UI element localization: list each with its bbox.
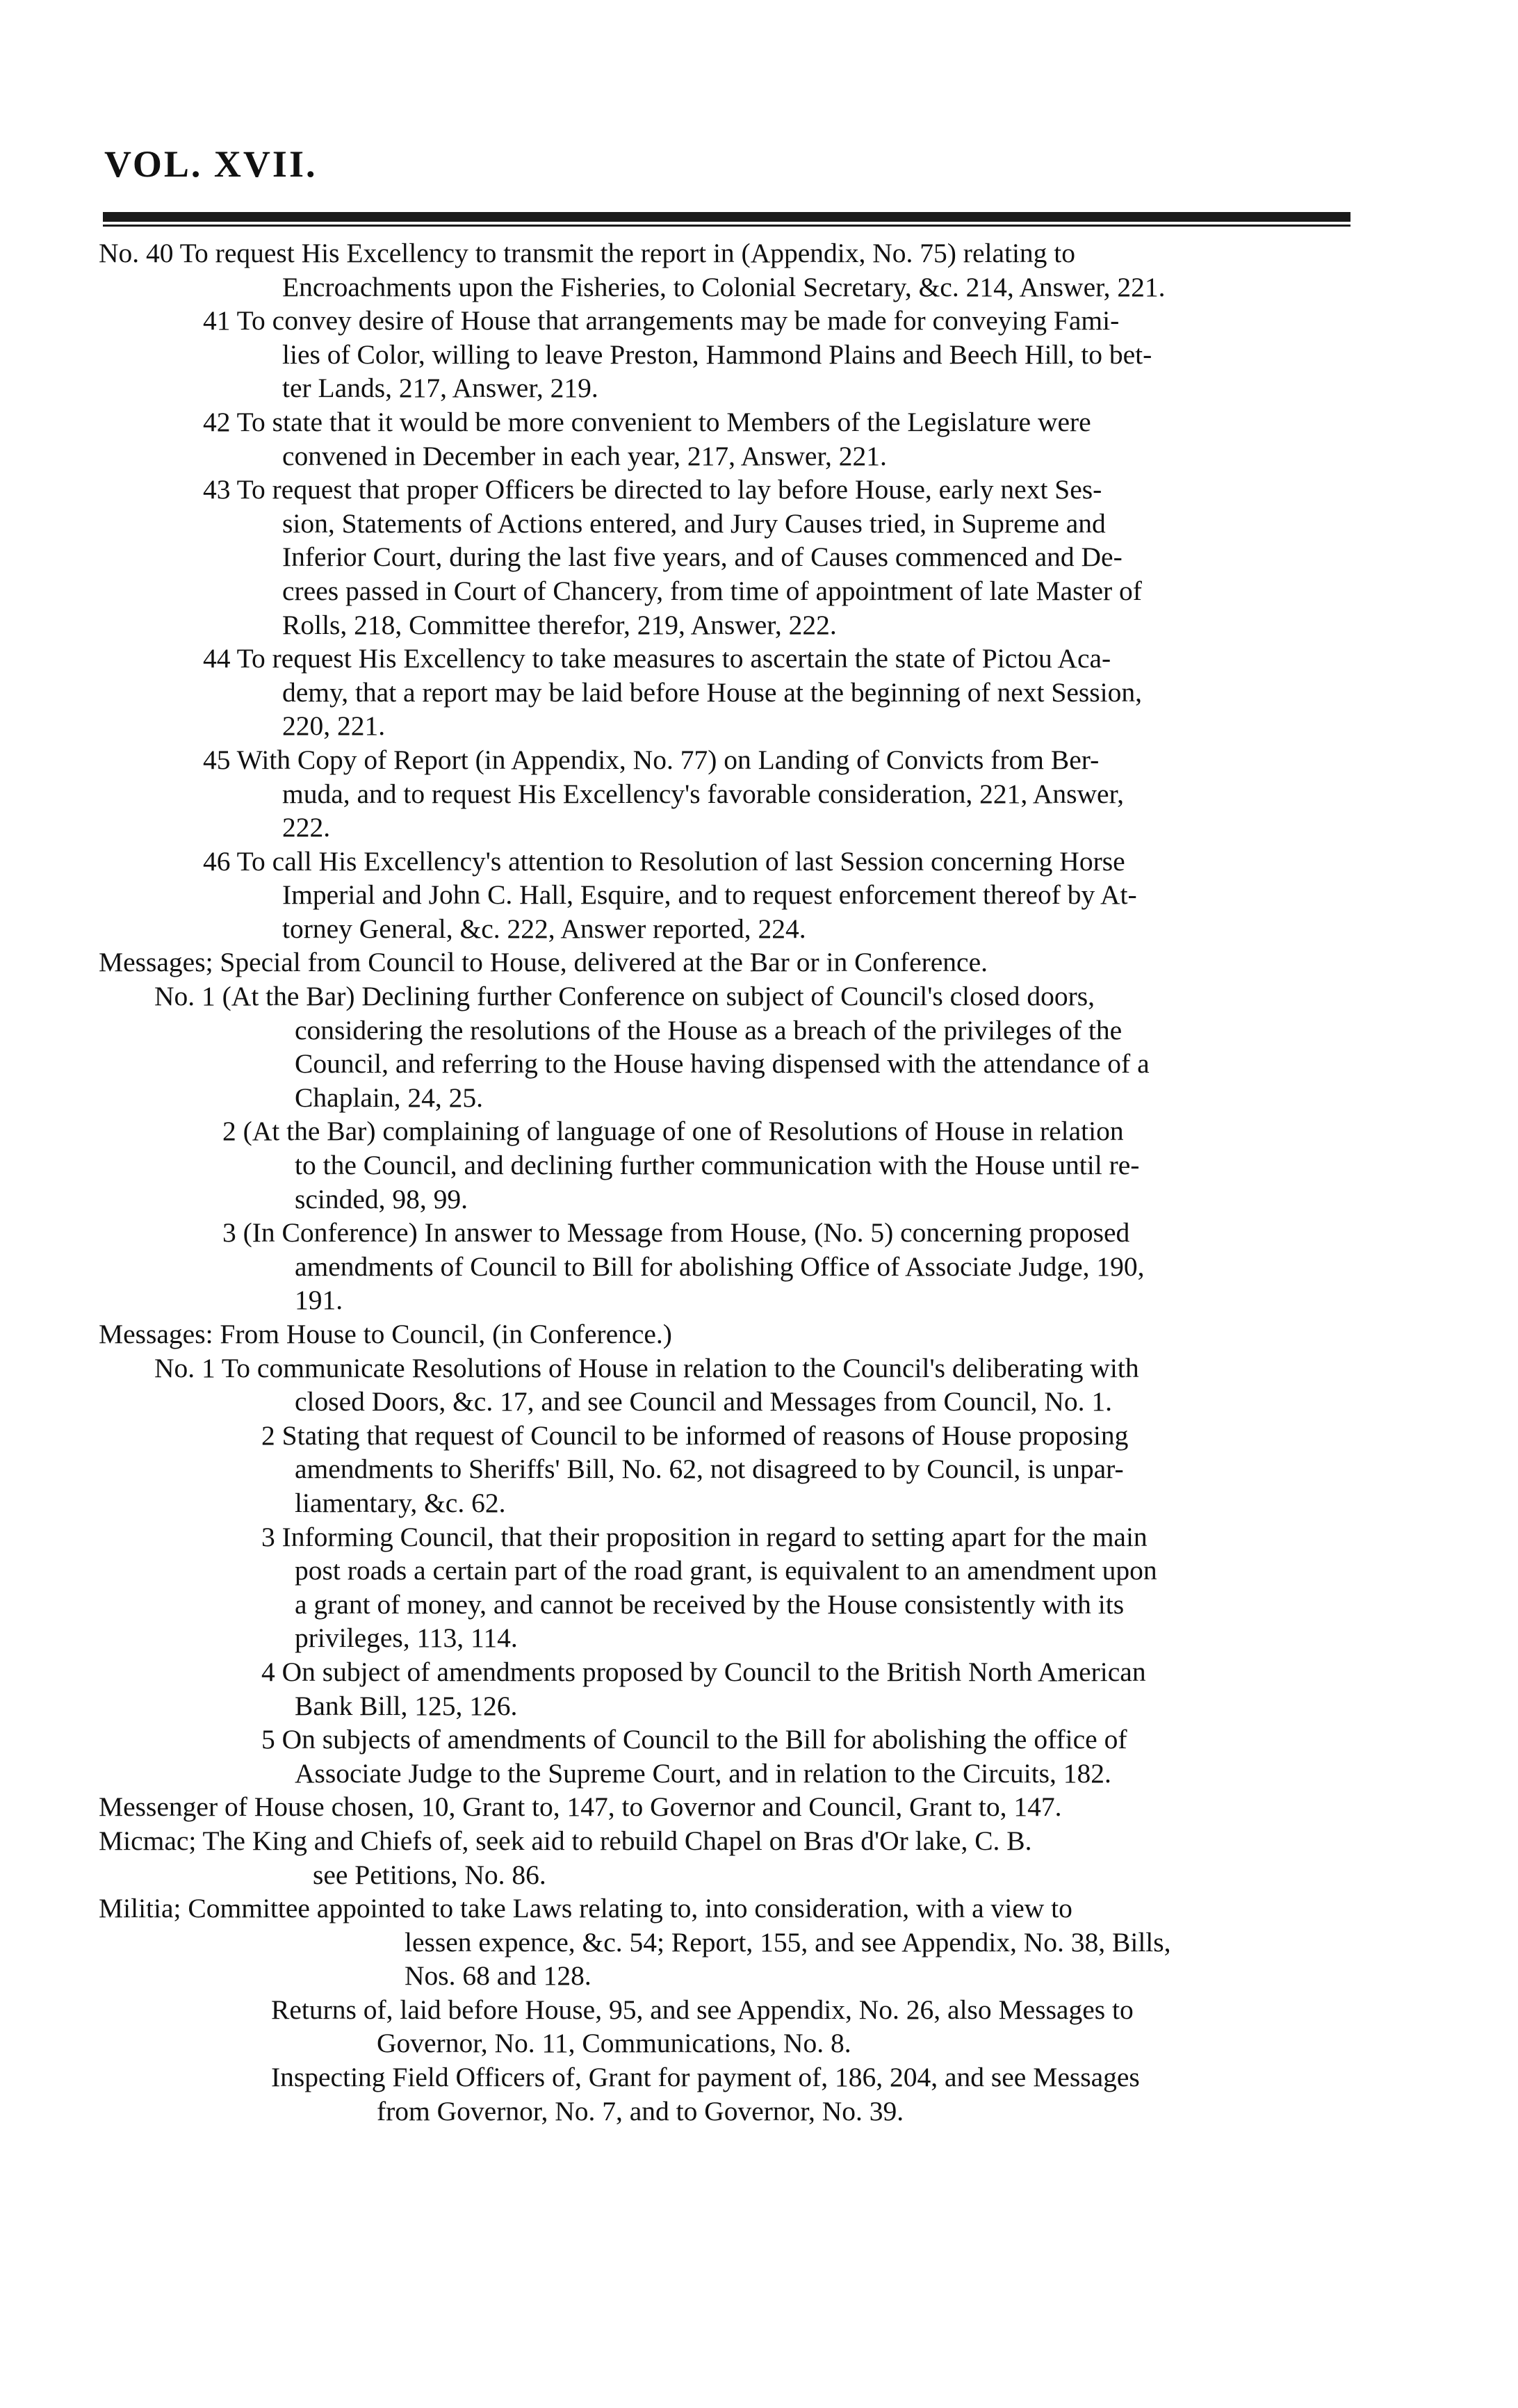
index-line: Rolls, 218, Committee therefor, 219, Answer, 222.: [282, 609, 837, 640]
index-line: Associate Judge to the Supreme Court, and in relation to the Circuits, 182.: [295, 1757, 1111, 1789]
index-line: crees passed in Court of Chancery, from time of appointment of late Master of: [282, 575, 1142, 606]
index-line: 46 To call His Excellency's attention to Resolution of last Session concerning Horse: [203, 845, 1125, 877]
index-line: liamentary, &c. 62.: [295, 1487, 506, 1518]
index-line: 222.: [282, 812, 331, 843]
index-line: scinded, 98, 99.: [295, 1183, 468, 1214]
index-line: amendments to Sheriffs' Bill, No. 62, not disagreed to by Council, is unpar-: [295, 1454, 1124, 1485]
header-rule-thick: [103, 212, 1350, 222]
index-line: demy, that a report may be laid before House at the beginning of next Session,: [282, 676, 1142, 708]
header-rule-thin: [103, 225, 1350, 227]
index-line: closed Doors, &c. 17, and see Council and Messages from Council, No. 1.: [295, 1386, 1113, 1417]
index-line: lessen expence, &c. 54; Report, 155, and see Appendix, No. 38, Bills,: [405, 1926, 1171, 1958]
index-line: 2 (At the Bar) complaining of language of one of Resolutions of House in relation: [222, 1116, 1124, 1147]
index-line: Chaplain, 24, 25.: [295, 1082, 483, 1113]
index-line: Inspecting Field Officers of, Grant for payment of, 186, 204, and see Messages: [271, 2062, 1140, 2093]
index-line: Inferior Court, during the last five years, and of Causes commenced and De-: [282, 542, 1123, 573]
index-line: from Governor, No. 7, and to Governor, No. 39.: [377, 2095, 904, 2126]
index-line: Messages; Special from Council to House, delivered at the Bar or in Conference.: [99, 947, 988, 978]
index-line: ter Lands, 217, Answer, 219.: [282, 373, 598, 404]
index-line: 41 To convey desire of House that arrangements may be made for conveying Fami-: [203, 305, 1120, 336]
index-line: No. 40 To request His Excellency to transmit the report in (Appendix, No. 75) relating to: [99, 238, 1076, 268]
index-line: Militia; Committee appointed to take Laws relating to, into consideration, with a view to: [99, 1893, 1072, 1924]
index-line: a grant of money, and cannot be received by the House consistently with its: [295, 1588, 1125, 1620]
index-line: lies of Color, willing to leave Preston, Hammond Plains and Beech Hill, to bet-: [282, 339, 1152, 370]
index-line: Encroachments upon the Fisheries, to Colonial Secretary, &c. 214, Answer, 221.: [282, 271, 1166, 302]
index-line: muda, and to request His Excellency's favorable consideration, 221, Answer,: [282, 778, 1125, 809]
index-line: Governor, No. 11, Communications, No. 8.: [377, 2028, 851, 2059]
index-line: No. 1 (At the Bar) Declining further Conference on subject of Council's closed doors,: [154, 981, 1095, 1012]
index-line: Micmac; The King and Chiefs of, seek aid to rebuild Chapel on Bras d'Or lake, C. B.: [99, 1825, 1032, 1856]
index-line: Imperial and John C. Hall, Esquire, and to request enforcement thereof by At-: [282, 879, 1137, 911]
index-line: Messages: From House to Council, (in Conference.): [99, 1319, 672, 1349]
index-line: to the Council, and declining further communication with the House until re-: [295, 1150, 1140, 1181]
index-line: Messenger of House chosen, 10, Grant to, 147, to Governor and Council, Grant to, 147.: [99, 1791, 1062, 1823]
index-line: torney General, &c. 222, Answer reported, 224.: [282, 913, 806, 944]
index-line: 191.: [295, 1285, 343, 1316]
index-line: Bank Bill, 125, 126.: [295, 1690, 518, 1721]
index-line: 44 To request His Excellency to take measures to ascertain the state of Pictou Aca-: [203, 643, 1111, 674]
index-line: Council, and referring to the House having dispensed with the attendance of a: [295, 1048, 1150, 1080]
index-line: convened in December in each year, 217, Answer, 221.: [282, 440, 887, 471]
index-line: No. 1 To communicate Resolutions of House in relation to the Council's deliberating with: [154, 1352, 1139, 1383]
index-body: [99, 236, 1357, 2128]
index-line: 3 Informing Council, that their proposition in regard to setting apart for the main: [261, 1521, 1148, 1552]
index-line: 220, 221.: [282, 710, 386, 742]
index-line: 5 On subjects of amendments of Council to the Bill for abolishing the office of: [261, 1724, 1127, 1755]
index-line: 3 (In Conference) In answer to Message from House, (No. 5) concerning proposed: [222, 1217, 1130, 1248]
index-line: post roads a certain part of the road grant, is equivalent to an amendment upon: [295, 1555, 1157, 1586]
index-line: 42 To state that it would be more convenient to Members of the Legislature were: [203, 406, 1091, 437]
index-line: amendments of Council to Bill for abolishing Office of Associate Judge, 190,: [295, 1251, 1145, 1282]
index-line: sion, Statements of Actions entered, and Jury Causes tried, in Supreme and: [282, 507, 1106, 539]
index-line: Returns of, laid before House, 95, and see Appendix, No. 26, also Messages to: [271, 1994, 1134, 2025]
index-line: 45 With Copy of Report (in Appendix, No. 77) on Landing of Convicts from Ber-: [203, 744, 1100, 775]
index-line: 43 To request that proper Officers be directed to lay before House, early next Ses-: [203, 474, 1102, 505]
volume-header: VOL. XVII.: [104, 143, 318, 185]
index-line: 4 On subject of amendments proposed by Council to the British North American: [261, 1656, 1146, 1687]
index-line: considering the resolutions of the House as a breach of the privileges of the: [295, 1014, 1123, 1046]
index-line: privileges, 113, 114.: [295, 1622, 518, 1654]
index-line: Nos. 68 and 128.: [405, 1960, 591, 1992]
index-line: see Petitions, No. 86.: [313, 1859, 546, 1890]
index-line: 2 Stating that request of Council to be informed of reasons of House proposing: [261, 1419, 1129, 1451]
